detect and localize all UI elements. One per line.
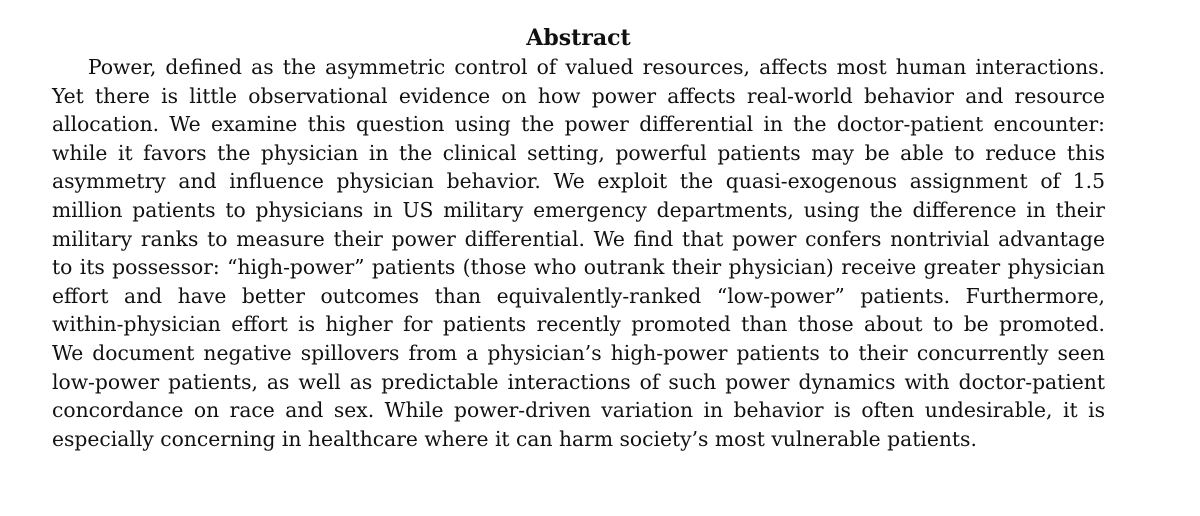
abstract-line: military ranks to measure their power differential. We find that power confers nontrivial advantage — [52, 226, 1105, 251]
abstract-line: allocation. We examine this question using the power differential in the doctor-patient encounter: — [52, 112, 1105, 137]
abstract-paragraph — [52, 53, 1105, 453]
abstract-line: million patients to physicians in US military emergency departments, using the difference in their — [52, 197, 1105, 222]
abstract-line: asymmetry and influence physician behavior. We exploit the quasi-exogenous assignment of 1.5 — [52, 169, 1105, 194]
abstract-line: Yet there is little observational evidence on how power affects real-world behavior and resource — [52, 83, 1105, 108]
abstract-line: especially concerning in healthcare where it can harm society’s most vulnerable patients. — [52, 426, 977, 451]
abstract-line: low-power patients, as well as predictable interactions of such power dynamics with doctor-patient — [52, 369, 1105, 394]
abstract-line: within-physician effort is higher for patients recently promoted than those about to be promoted. — [52, 312, 1105, 337]
abstract-line: We document negative spillovers from a physician’s high-power patients to their concurrently seen — [52, 340, 1105, 365]
abstract-line: while it favors the physician in the clinical setting, powerful patients may be able to reduce this — [52, 140, 1105, 165]
abstract-heading: Abstract — [526, 25, 631, 51]
abstract-line: effort and have better outcomes than equivalently-ranked “low-power” patients. Furthermore, — [52, 283, 1105, 308]
abstract-line: Power, defined as the asymmetric control of valued resources, affects most human interactions. — [88, 55, 1105, 79]
abstract-line: to its possessor: “high-power” patients (those who outrank their physician) receive greater physician — [52, 255, 1105, 280]
abstract-line: concordance on race and sex. While power-driven variation in behavior is often undesirable, it is — [52, 398, 1105, 423]
abstract-section — [52, 23, 1105, 453]
